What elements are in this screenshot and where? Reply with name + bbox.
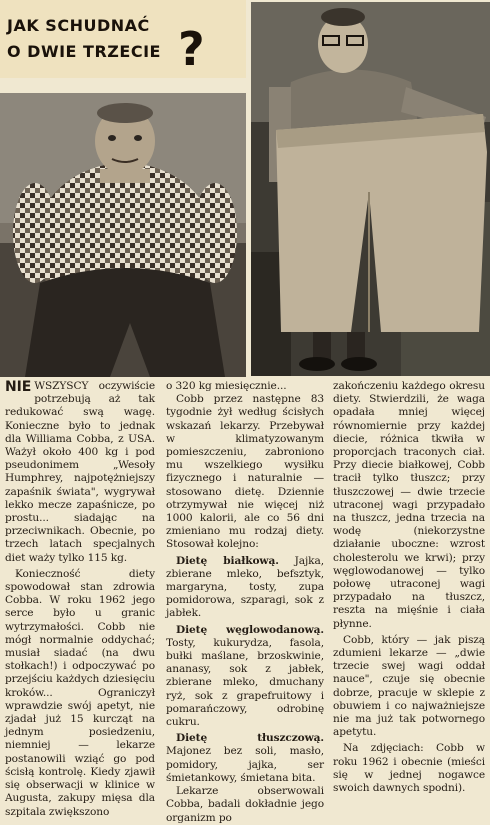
diet-carb-text: Tosty, kukurydza, fasola, bułki maślane, brzoskwinie, ananasy, sok z jabłek, zbierane mleko, dmuchany ryż, sok z grapefruitowy i pomarańczowy, odrobinę cukru.: [166, 636, 324, 729]
article-column-3: [333, 380, 485, 795]
photo-cobb-now: [251, 2, 490, 376]
paragraph: Cobb, który — jak piszą zdumieni lekarze — „dwie trzecie swej wagi oddał nauce", czuje się obecnie dobrze, pracuje w sklepie z obuwiem i co najważniejsze nie ma już tak potwornego apetytu.: [333, 633, 485, 739]
diet-protein-heading: Dietę białkową.: [176, 554, 279, 567]
headline-line-2: O DWIE TRZECIE: [7, 42, 161, 61]
photo-caption: Na zdjęciach: Cobb w roku 1962 i obecnie (mieści się w jednej nogawce swoich dawnych spodni).: [333, 742, 485, 795]
article-column-1: [5, 380, 155, 819]
title-box: [0, 0, 246, 78]
paragraph: zakończeniu każdego okresu diety. Stwierdzili, że waga opadała mniej więcej równomiernie przy każdej diecie, różnica tkwiła w proporcjach traconych ciał. Przy diecie białkowej, Cobb tracił tylko tłuszcz; przy tłuszczowej — dwie trzecie utraconej wagi przypadało na tłuszcz, jedna trzecia na wodę (niekorzystne działanie uboczne: wzrost cholesterolu we krwi); przy węglowodanowej — tylko połowę utraconej wagi przypadało na tłuszcz, reszta na mięśnie i ciała płynne.: [333, 380, 485, 630]
diet-protein-text: Jajka, zbierane mleko, befsztyk, margaryna, tosty, zupa pomidorowa, szparagi, sok z jabłek.: [166, 554, 324, 620]
diet-fat-text: Majonez bez soli, masło, pomidory, jajka, ser śmietankowy, śmietana bita.: [166, 745, 324, 784]
diet-fat-heading: Dietę tłuszczową.: [176, 732, 324, 745]
intro-paragraph: [5, 380, 155, 565]
article-column-2: [166, 380, 324, 825]
paragraph: Lekarze obserwowali Cobba, badali dokładnie jego organizm po: [166, 785, 324, 824]
headline-question-mark: ?: [178, 22, 205, 76]
dropcap-word: NIE: [5, 379, 32, 395]
paragraph: Cobb przez następne 83 tygodnie żył według ścisłych wskazań lekarzy. Przebywał w klimatyzowanym pomieszczeniu, zabroniono mu wszelkiego wysiłku fizycznego i naturalnie — stosowano dietę. Dziennie otrzymywał nie więcej niż 1000 kalorii, ale co 56 dni zmieniano mu rodzaj diety. Stosował kolejno:: [166, 393, 324, 551]
intro-text: WSZYSCY oczywiście potrzebują aż tak redukować swą wagę. Konieczne było to jednak dla Williama Cobba, z USA. Ważył około 400 kg i pod pseudonimem „Wesoły Humphrey, najpotężniejszy zapaśnik świata", wygrywał lekko mecze zapaśnicze, po prostu... siadając na przeciwnikach. Obecnie, po trzech latach specjalnych diet waży tylko 115 kg.: [5, 380, 155, 564]
diet-protein-paragraph: [166, 555, 324, 621]
photo-cobb-1962: [0, 93, 246, 377]
paragraph: o 320 kg miesięcznie...: [166, 380, 287, 392]
diet-fat-paragraph: [166, 732, 324, 785]
headline-line-1: JAK SCHUDNAĆ: [7, 16, 150, 35]
diet-carb-paragraph: [166, 624, 324, 730]
paragraph: Konieczność diety spowodował stan zdrowia Cobba. W roku 1962 jego serce było u granic wytrzymałości. Cobb nie mógł normalnie oddychać; musiał siadać (na dwu stołkach!) i odpoczywać po przejściu każdych dziesięciu kroków... Ograniczył wprawdzie swój apetyt, nie zjadał już 15 kurcząt na jednym posiedzeniu, niemniej — lekarze postanowili wziąć go pod ścisłą kontrolę. Kiedy zjawił się obserwacji w klinice w Augusta, zakupy mięsa dla szpitala zwiększono: [5, 567, 155, 818]
diet-carb-heading: Dietę węglowodanową.: [176, 623, 324, 636]
